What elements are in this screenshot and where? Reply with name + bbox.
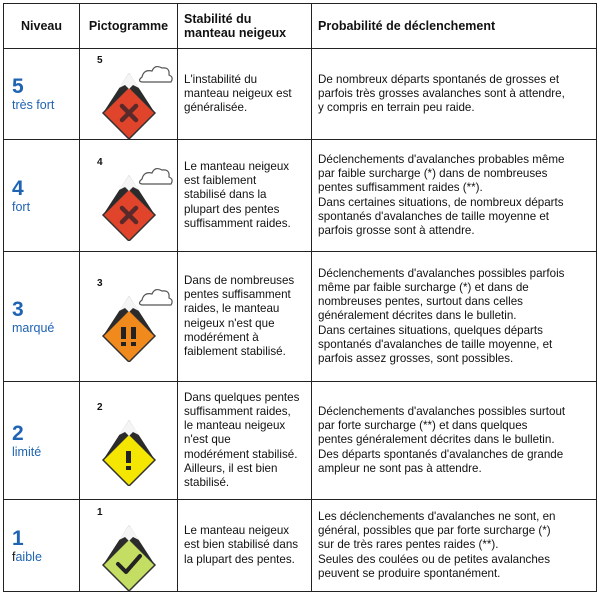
stability-cell [178, 252, 312, 382]
stability-line: le manteau neigeux [184, 419, 286, 433]
level-label-prefix: f [12, 549, 16, 564]
stability-line: suffisamment raides. [184, 216, 291, 230]
stability-cell [178, 140, 312, 252]
level-cell [4, 252, 80, 382]
probability-line: Déclenchements d'avalanches probables même [318, 152, 565, 166]
exclamation-icon [126, 451, 131, 470]
level-number: 1 [12, 526, 24, 550]
probability-line: sur de très rares pentes raides (**). [318, 538, 499, 552]
stability-line: manteau neigeux est [184, 86, 292, 100]
danger-level-row [4, 252, 597, 382]
stability-line: faiblement stabilisé. [184, 344, 286, 358]
probability-line: Déclenchements d'avalanches possibles parfois [318, 266, 565, 280]
stability-line: modérément stabilisé. [184, 447, 298, 461]
probability-line: De nombreux départs spontanés de grosses et [318, 72, 560, 86]
danger-pictogram [84, 272, 174, 362]
probability-line: même par faible surcharge (*) et dans de [318, 280, 529, 294]
probability-cell [312, 382, 597, 500]
stability-line: modérément à [184, 330, 259, 344]
danger-pictogram [84, 151, 174, 241]
stability-line: L'instabilité du [184, 72, 258, 86]
probability-line: parfois très grosses avalanches sont à attendre, [318, 86, 565, 100]
probability-line: peuvent se produire spontanément. [318, 566, 501, 580]
pictogram-cell [80, 382, 178, 500]
level-cell [4, 500, 80, 592]
probability-line: Dans certaines situations, de nombreux départs [318, 195, 564, 209]
probability-cell [312, 49, 597, 140]
probability-line: ampleur ne sont pas à attendre. [318, 461, 482, 475]
probability-cell [312, 500, 597, 592]
probability-line: par forte surcharge (**) et dans quelques [318, 419, 528, 433]
snow-cloud-icon [140, 67, 173, 82]
level-number: 4 [12, 176, 24, 200]
level-label: faible [12, 549, 42, 564]
stability-line: Ailleurs, il est bien [184, 461, 278, 475]
stability-line: plupart des pentes [184, 202, 280, 216]
level-label: fort [12, 199, 31, 214]
probability-line: spontanés d'avalanches de taille moyenne et [318, 209, 550, 223]
stability-line: généralisée. [184, 101, 248, 115]
probability-line: général, possibles que par forte surcharge (*) [318, 524, 551, 538]
stability-line: Dans de nombreuses [184, 273, 295, 287]
probability-cell [312, 140, 597, 252]
stability-line: Dans quelques pentes [184, 390, 300, 404]
probability-line: pentes suffisamment raides (**). [318, 181, 483, 195]
probability-line: parfois assez grosses, sont possibles. [318, 352, 514, 365]
pictogram-cell [80, 252, 178, 382]
probability-line: Déclenchements d'avalanches possibles surtout [318, 404, 566, 418]
header-probabilite: Probabilité de déclenchement [312, 4, 597, 49]
stability-line: est bien stabilisé dans [184, 538, 299, 552]
stability-line: neigeux n'est que [184, 316, 275, 330]
probability-line: y compris en terrain peu raide. [318, 101, 475, 115]
stability-line: Le manteau neigeux [184, 159, 290, 173]
level-number: 5 [12, 75, 24, 98]
picto-number: 2 [97, 401, 103, 413]
probability-line: Des départs spontanés d'avalanches de grande [318, 447, 564, 461]
level-label: très fort [12, 98, 55, 112]
pictogram-cell [80, 140, 178, 252]
probability-line: spontanés d'avalanches de taille moyenne, et [318, 337, 553, 351]
probability-line: nombreuses pentes, surtout dans celles [318, 295, 523, 309]
level-label: marqué [12, 320, 55, 335]
header-pictogramme: Pictogramme [80, 4, 178, 49]
snow-cloud-icon [140, 289, 173, 304]
stability-line: suffisamment raides, [184, 404, 291, 418]
level-number: 3 [12, 297, 24, 321]
danger-level-row [4, 49, 597, 140]
stability-line: Le manteau neigeux [184, 524, 290, 538]
pictogram-cell [80, 49, 178, 140]
danger-level-row [4, 382, 597, 500]
probability-line: Dans certaines situations, quelques départs [318, 323, 543, 337]
header-row [4, 4, 597, 49]
pictogram-cell [80, 500, 178, 592]
header-stabilite: Stabilité du manteau neigeux [178, 4, 312, 49]
probability-line: Seules des coulées ou de petites avalanches [318, 552, 551, 566]
picto-number: 5 [97, 55, 103, 66]
level-label: limité [12, 444, 42, 459]
probability-line: parfois grosse sont à attendre. [318, 223, 475, 237]
level-cell [4, 140, 80, 252]
stability-line: stabilisé dans la [184, 188, 267, 202]
probability-cell [312, 252, 597, 382]
stability-line: est faiblement [184, 174, 257, 188]
stability-line: raides, le manteau [184, 302, 280, 316]
stability-cell [178, 382, 312, 500]
snow-cloud-icon [140, 168, 173, 183]
stability-line: stabilisé. [184, 476, 230, 489]
stability-line: n'est que [184, 433, 231, 447]
stability-line: la plupart des pentes. [184, 552, 295, 566]
danger-pictogram [84, 501, 174, 591]
danger-level-row [4, 140, 597, 252]
stability-line: pentes suffisamment [184, 288, 291, 302]
stability-cell [178, 49, 312, 140]
level-number: 2 [12, 421, 24, 445]
probability-line: Les déclenchements d'avalanches ne sont, en [318, 509, 556, 523]
danger-level-row [4, 500, 597, 592]
probability-line: généralement décrites dans le bulletin. [318, 309, 517, 323]
probability-line: pentes généralement décrites dans le bulletin. [318, 433, 555, 447]
header-niveau: Niveau [4, 4, 80, 49]
picto-number: 3 [97, 277, 103, 289]
picto-number: 4 [97, 156, 103, 168]
danger-pictogram [84, 49, 174, 139]
probability-line: par faible surcharge (*) dans de nombreuses [318, 167, 548, 181]
avalanche-danger-table [3, 3, 597, 592]
picto-number: 1 [97, 506, 103, 518]
level-cell [4, 49, 80, 140]
danger-pictogram [84, 396, 174, 486]
stability-cell [178, 500, 312, 592]
level-cell [4, 382, 80, 500]
